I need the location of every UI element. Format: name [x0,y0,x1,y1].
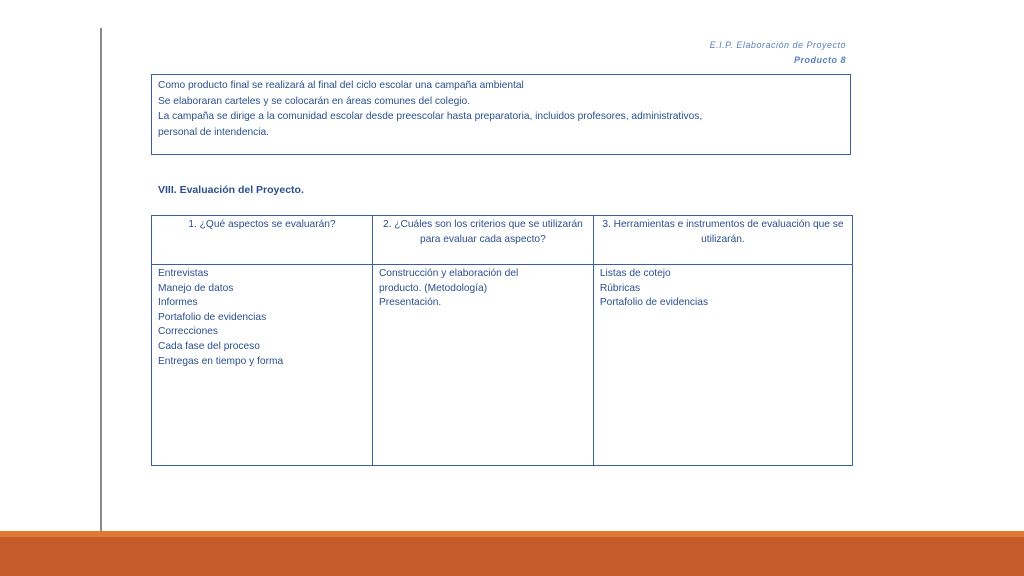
table-header-row [152,216,853,265]
list-item: Correcciones [158,326,219,338]
header-product: Producto 8 [793,55,846,65]
header-aspects: 1. ¿Qué aspectos se evaluarán? [152,216,373,265]
table-row [152,265,853,466]
evaluation-table [151,215,853,466]
list-item: Portafolio de evidencias [599,297,709,309]
list-item: Entregas en tiempo y forma [158,355,284,367]
section-title: VIII. Evaluación del Proyecto. [158,184,304,196]
intro-line: La campaña se dirige a la comunidad escolar desde preescolar hasta preparatoria, incluidos profesores, administrativos, [158,111,703,122]
list-item: Cada fase del proceso [158,340,260,352]
list-item: Listas de cotejo [599,268,671,279]
list-item: Informes [158,297,198,309]
list-item: Entrevistas [158,268,209,279]
list-item: Presentación. [378,297,442,309]
cell-tools [593,265,852,466]
intro-line: Se elaboraran carteles y se colocarán en áreas comunes del colegio. [158,95,471,107]
document-content [102,0,904,562]
cell-aspects [152,265,373,466]
list-item: producto. (Metodología) [378,282,488,294]
intro-line: personal de intendencia. [158,126,270,138]
intro-box [151,74,851,155]
list-item: Portafolio de evidencias [158,311,267,323]
header-tools: 3. Herramientas e instrumentos de evaluación que se utilizarán. [593,216,852,265]
list-item: Construcción y elaboración del [378,268,519,279]
cell-criteria [372,265,593,466]
intro-line: Como producto final se realizará al final del ciclo escolar una campaña ambiental [158,80,524,91]
header-criteria: 2. ¿Cuáles son los criterios que se utilizarán para evaluar cada aspecto? [372,216,593,265]
list-item: Manejo de datos [158,282,234,294]
header-title: E.I.P. Elaboración de Proyecto [709,40,846,50]
list-item: Rúbricas [599,282,641,294]
